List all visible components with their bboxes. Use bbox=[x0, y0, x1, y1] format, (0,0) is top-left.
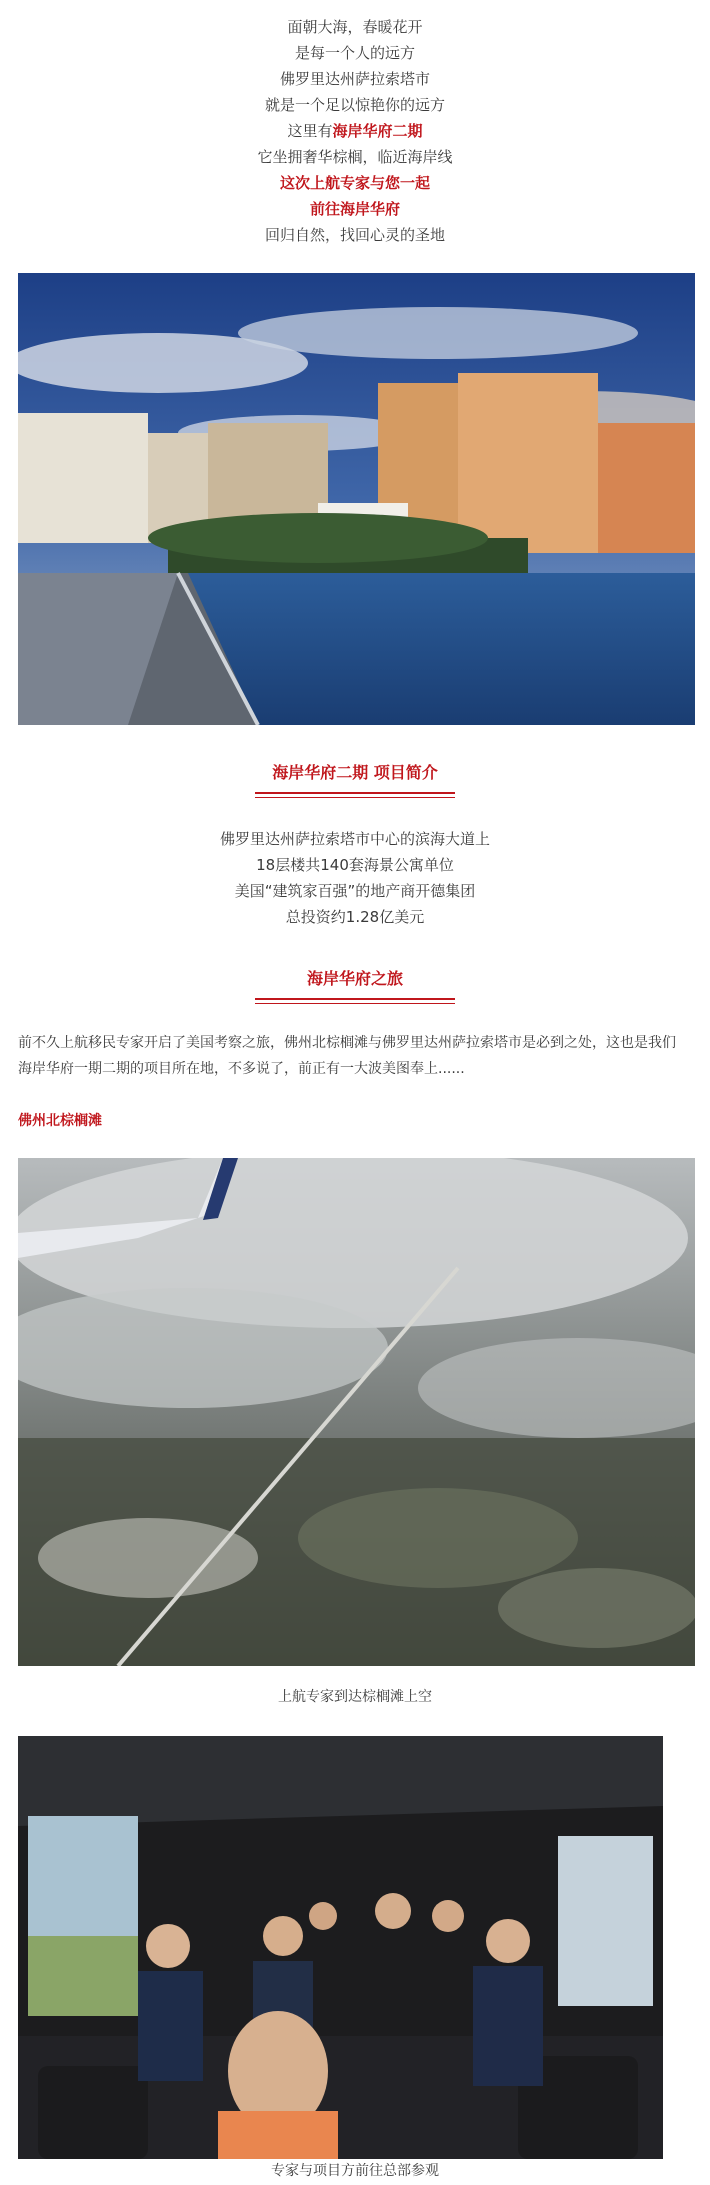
poem-line-highlight: 这次上航专家与您一起 bbox=[279, 174, 430, 192]
subheading-north-palm-beach: 佛州北棕榈滩 bbox=[18, 1113, 102, 1129]
bus-interior-photo bbox=[18, 1736, 663, 2159]
poem-line-highlight: 前往海岸华府 bbox=[309, 200, 400, 218]
bus-photo-caption: 专家与项目方前往总部参观 bbox=[271, 2163, 439, 2179]
poem-line: 就是一个足以惊艳你的远方 bbox=[264, 96, 445, 114]
poem-line: 是每一个人的远方 bbox=[294, 44, 415, 62]
title-underline bbox=[255, 998, 455, 1000]
title-underline bbox=[255, 797, 455, 798]
intro-line: 佛罗里达州萨拉索塔市中心的滨海大道上 bbox=[219, 830, 490, 848]
poem-line: 它坐拥奢华棕榈，临近海岸线 bbox=[257, 148, 453, 166]
poem-project-name: 海岸华府二期 bbox=[332, 122, 423, 140]
poem-line-prefix: 这里有 bbox=[287, 122, 333, 140]
aerial-photo bbox=[18, 1158, 695, 1666]
poem-line: 回归自然，找回心灵的圣地 bbox=[264, 226, 445, 244]
title-underline bbox=[255, 792, 455, 794]
intro-line: 美国“建筑家百强”的地产商开德集团 bbox=[234, 882, 476, 900]
section-title-project-intro bbox=[0, 762, 710, 798]
section-title-text: 海岸华府二期 项目简介 bbox=[272, 763, 438, 782]
sarasota-waterfront-photo bbox=[18, 273, 695, 725]
poem-line bbox=[0, 118, 710, 144]
title-underline bbox=[255, 1003, 455, 1004]
poem-line: 佛罗里达州萨拉索塔市 bbox=[279, 70, 430, 88]
section-title-text: 海岸华府之旅 bbox=[306, 969, 403, 988]
aerial-photo-caption: 上航专家到达棕榈滩上空 bbox=[278, 1689, 432, 1705]
trip-paragraph: 前不久上航移民专家开启了美国考察之旅，佛州北棕榈滩与佛罗里达州萨拉索塔市是必到之处，这也是我们海岸华府一期二期的项目所在地，不多说了，前正有一大波美图奉上...... bbox=[18, 1035, 676, 1077]
section-title-trip bbox=[0, 968, 710, 1004]
intro-poem bbox=[0, 14, 710, 248]
intro-line: 18层楼共140套海景公寓单位 bbox=[256, 856, 454, 874]
project-intro bbox=[0, 826, 710, 930]
poem-line: 面朝大海，春暖花开 bbox=[287, 18, 423, 36]
intro-line: 总投资约1.28亿美元 bbox=[285, 908, 425, 926]
